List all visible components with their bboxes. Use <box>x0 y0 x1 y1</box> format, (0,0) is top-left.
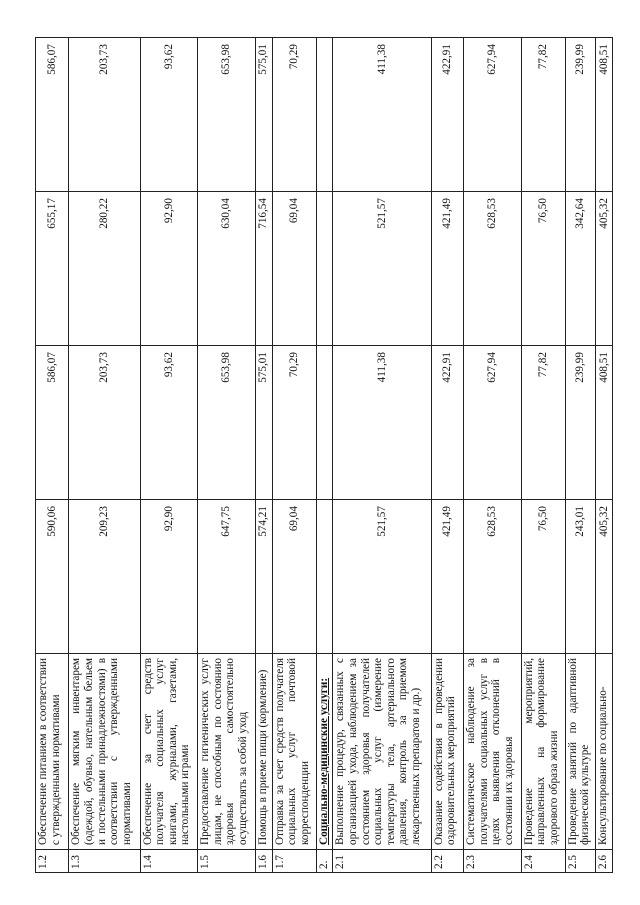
value-cell: 574,21 <box>255 500 272 654</box>
value-cell: 628,53 <box>464 500 522 654</box>
value-cell: 69,04 <box>272 192 316 346</box>
service-description: Систематическое наблюдение за получателями социальных услуг в целях выявления отклонений в состоянии их здоровья <box>464 654 522 850</box>
value-cell: 70,29 <box>272 38 316 192</box>
value-cell: 69,04 <box>272 500 316 654</box>
value-cell: 203,73 <box>69 346 140 500</box>
service-description: Предоставление гигиенических услуг лицам, не способным по состоянию здоровья самостоятельно осуществлять за собой уход <box>198 654 256 850</box>
service-description: Обеспечение питанием в соответствии с утвержденными нормативами <box>36 654 69 850</box>
value-cell: 209,23 <box>69 500 140 654</box>
value-cell: 421,49 <box>431 192 463 346</box>
value-cell: 405,32 <box>596 192 613 346</box>
value-cell: 76,50 <box>521 192 565 346</box>
value-cell: 521,57 <box>333 192 431 346</box>
table-row <box>521 38 565 873</box>
value-cell: 575,01 <box>255 38 272 192</box>
value-cell: 243,01 <box>565 500 595 654</box>
service-description: Социально-медицинские услуги: <box>316 654 333 850</box>
table-row <box>333 38 431 873</box>
row-number: 2.5 <box>565 850 595 873</box>
value-cell: 411,38 <box>333 346 431 500</box>
row-number: 2.6 <box>596 850 613 873</box>
value-cell: 628,53 <box>464 192 522 346</box>
value-cell: 627,94 <box>464 346 522 500</box>
value-cell <box>316 500 333 654</box>
row-number: 2. <box>316 850 333 873</box>
row-number: 1.3 <box>69 850 140 873</box>
service-description: Оказание содействия в проведении оздоровительных мероприятий <box>431 654 463 850</box>
value-cell: 586,07 <box>36 346 69 500</box>
service-description: Проведение занятий по адаптивной физической культуре <box>565 654 595 850</box>
row-number: 1.5 <box>198 850 256 873</box>
value-cell: 92,90 <box>140 500 198 654</box>
value-cell: 77,82 <box>521 346 565 500</box>
table-body <box>36 38 613 873</box>
value-cell: 411,38 <box>333 38 431 192</box>
table-row <box>316 38 333 873</box>
value-cell: 93,62 <box>140 346 198 500</box>
row-number: 1.6 <box>255 850 272 873</box>
value-cell: 627,94 <box>464 38 522 192</box>
value-cell: 70,29 <box>272 346 316 500</box>
service-description: Обеспечение мягким инвентарем (одеждой, обувью, нательным бельем и постельными принадлежностями) в соответствии с утвержденными нормативами <box>69 654 140 850</box>
row-number: 1.4 <box>140 850 198 873</box>
row-number: 2.3 <box>464 850 522 873</box>
row-number: 2.1 <box>333 850 431 873</box>
value-cell: 77,82 <box>521 38 565 192</box>
value-cell: 408,51 <box>596 38 613 192</box>
value-cell: 586,07 <box>36 38 69 192</box>
value-cell: 92,90 <box>140 192 198 346</box>
row-number: 2.4 <box>521 850 565 873</box>
table-row <box>464 38 522 873</box>
table-row <box>69 38 140 873</box>
table-row <box>198 38 256 873</box>
value-cell: 203,73 <box>69 38 140 192</box>
row-number: 1.7 <box>272 850 316 873</box>
value-cell: 408,51 <box>596 346 613 500</box>
service-description: Выполнение процедур, связанных с организацией ухода, наблюдением за состоянием здоровья получателей социальных услуг (измерение температуры тела, артериального давления, контроль за приемом лекарственных препаратов и др.) <box>333 654 431 850</box>
value-cell: 76,50 <box>521 500 565 654</box>
table-row <box>565 38 595 873</box>
value-cell: 521,57 <box>333 500 431 654</box>
value-cell: 653,98 <box>198 346 256 500</box>
value-cell: 716,54 <box>255 192 272 346</box>
value-cell <box>316 192 333 346</box>
value-cell: 239,99 <box>565 38 595 192</box>
value-cell: 655,17 <box>36 192 69 346</box>
value-cell: 342,64 <box>565 192 595 346</box>
value-cell: 653,98 <box>198 38 256 192</box>
value-cell: 590,06 <box>36 500 69 654</box>
value-cell: 405,32 <box>596 500 613 654</box>
value-cell <box>316 38 333 192</box>
service-description: Обеспечение за счет средств получателя социальных услуг книгами, журналами, газетами, настольными играми <box>140 654 198 850</box>
value-cell: 239,99 <box>565 346 595 500</box>
row-number: 2.2 <box>431 850 463 873</box>
table-row <box>140 38 198 873</box>
value-cell <box>316 346 333 500</box>
value-cell: 93,62 <box>140 38 198 192</box>
table-row <box>272 38 316 873</box>
row-number: 1.2 <box>36 850 69 873</box>
service-description: Отправка за счет средств получателя социальных услуг почтовой корреспонденции <box>272 654 316 850</box>
service-description: Проведение мероприятий, направленных на формирование здорового образа жизни <box>521 654 565 850</box>
value-cell: 421,49 <box>431 500 463 654</box>
table-row <box>255 38 272 873</box>
table-row <box>36 38 69 873</box>
value-cell: 575,01 <box>255 346 272 500</box>
services-tariff-table <box>35 37 613 873</box>
value-cell: 630,04 <box>198 192 256 346</box>
table-row <box>596 38 613 873</box>
service-description: Консультирование по социально- <box>596 654 613 850</box>
rotated-page <box>35 38 613 873</box>
service-description: Помощь в приеме пищи (кормление) <box>255 654 272 850</box>
value-cell: 422,91 <box>431 346 463 500</box>
table-row <box>431 38 463 873</box>
value-cell: 647,75 <box>198 500 256 654</box>
value-cell: 280,22 <box>69 192 140 346</box>
value-cell: 422,91 <box>431 38 463 192</box>
